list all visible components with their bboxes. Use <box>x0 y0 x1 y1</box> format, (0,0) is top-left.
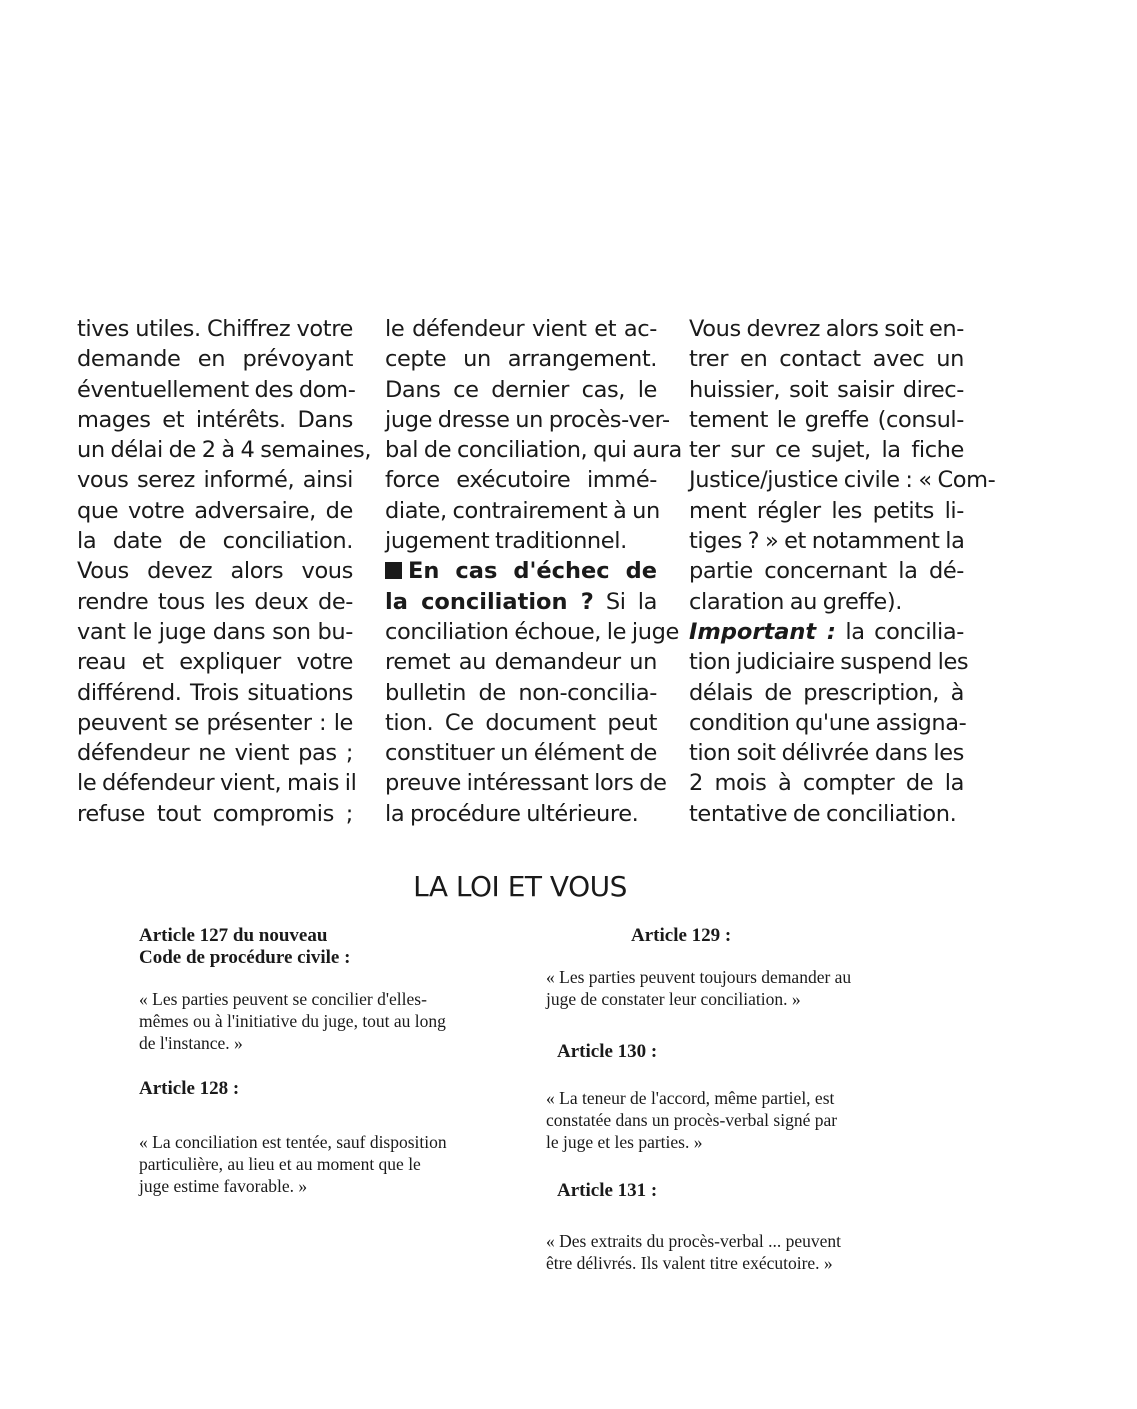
text-line: vous serez informé, ainsi <box>77 467 353 494</box>
article-131-heading <box>557 1180 657 1202</box>
text-line: le défendeur vient et ac- <box>385 316 657 342</box>
article-heading-line: Code de procédure civile : <box>139 947 351 968</box>
text-line: remet au demandeur un <box>385 649 657 676</box>
article-quote-line: le juge et les parties. » <box>546 1132 703 1152</box>
article-quote-line: juge estime favorable. » <box>139 1176 308 1196</box>
text-line: la procédure ultérieure. <box>385 800 639 827</box>
subheading-line <box>385 556 657 586</box>
text-line: conciliation échoue, le juge <box>385 618 679 645</box>
text-line: le défendeur vient, mais il <box>77 770 357 797</box>
text-line: condition qu'une assigna- <box>689 709 967 736</box>
text-run: Si la <box>593 588 658 615</box>
text-line: la date de conciliation. <box>77 528 353 555</box>
text-line: tiges ? » et notamment la <box>689 528 965 555</box>
subheading-text: la conciliation ? <box>385 588 594 615</box>
text-line: tion. Ce document peut <box>385 709 657 736</box>
text-line: jugement traditionnel. <box>385 528 627 555</box>
text-line: trer en contact avec un <box>689 346 964 373</box>
text-line: preuve intéressant lors de <box>385 770 667 797</box>
text-line: tion judiciaire suspend les <box>689 649 969 676</box>
text-line: force exécutoire immé- <box>385 467 657 494</box>
text-line: ter sur ce sujet, la fiche <box>689 437 964 464</box>
section-title: LA LOI ET VOUS <box>413 870 627 903</box>
article-128-heading <box>139 1078 239 1100</box>
text-line: juge dresse un procès-ver- <box>385 406 670 433</box>
article-129-heading <box>631 925 731 947</box>
text-line: ment régler les petits li- <box>689 497 964 524</box>
text-line: claration au greffe). <box>689 588 902 615</box>
article-quote-line: « Des extraits du procès-verbal ... peuvent <box>546 1231 841 1251</box>
article-quote-line: mêmes ou à l'initiative du juge, tout au long <box>139 1011 446 1031</box>
article-131-quote <box>546 1230 841 1274</box>
text-line: tion soit délivrée dans les <box>689 740 964 767</box>
text-line: délais de prescription, à <box>689 679 964 706</box>
subheading-line <box>385 587 657 617</box>
text-line: mages et intérêts. Dans <box>77 406 353 433</box>
article-130-quote <box>546 1087 837 1153</box>
article-quote-line: « Les parties peuvent se concilier d'elles- <box>139 989 427 1009</box>
text-line: reau et expliquer votre <box>77 649 353 676</box>
article-quote-line: « La teneur de l'accord, même partiel, est <box>546 1088 835 1108</box>
text-line: éventuellement des dom- <box>77 376 356 403</box>
text-line: Justice/justice civile : « Com- <box>689 467 996 494</box>
article-heading-line: Article 128 : <box>139 1078 240 1099</box>
article-quote-line: constatée dans un procès-verbal signé par <box>546 1110 838 1130</box>
text-run: la concilia- <box>835 618 964 645</box>
text-line: cepte un arrangement. <box>385 346 657 373</box>
text-line: différend. Trois situations <box>77 679 353 706</box>
text-column-3 <box>689 314 996 829</box>
important-label: Important : <box>689 618 836 645</box>
article-quote-line: être délivrés. Ils valent titre exécutoire. » <box>546 1253 833 1273</box>
article-heading-line: Article 129 : <box>631 925 732 946</box>
article-127-heading <box>139 925 350 969</box>
article-127-quote <box>139 988 446 1054</box>
text-line: demande en prévoyant <box>77 346 353 373</box>
text-line: peuvent se présenter : le <box>77 709 353 736</box>
text-line: tentative de conciliation. <box>689 800 957 827</box>
text-column-2 <box>385 314 682 829</box>
text-line: constituer un élément de <box>385 740 657 767</box>
text-line: huissier, soit saisir direc- <box>689 376 964 403</box>
text-line: Vous devez alors vous <box>77 558 353 585</box>
text-line: Dans ce dernier cas, le <box>385 376 657 403</box>
article-quote-line: particulière, au lieu et au moment que le <box>139 1154 421 1174</box>
text-line: que votre adversaire, de <box>77 497 353 524</box>
article-quote-line: « La conciliation est tentée, sauf disposition <box>139 1132 447 1152</box>
article-129-quote <box>546 966 851 1010</box>
text-line: partie concernant la dé- <box>689 558 964 585</box>
article-quote-line: « Les parties peuvent toujours demander au <box>546 967 852 987</box>
article-heading-line: Article 131 : <box>557 1180 658 1201</box>
text-line: 2 mois à compter de la <box>689 770 964 797</box>
article-130-heading <box>557 1041 657 1063</box>
text-line: un délai de 2 à 4 semaines, <box>77 437 372 464</box>
text-line: tement le greffe (consul- <box>689 406 964 433</box>
text-line: bal de conciliation, qui aura <box>385 437 682 464</box>
text-line: Vous devrez alors soit en- <box>689 316 965 342</box>
square-bullet-icon <box>385 562 402 579</box>
article-quote-line: de l'instance. » <box>139 1033 243 1053</box>
text-line: refuse tout compromis ; <box>77 800 353 827</box>
text-line: défendeur ne vient pas ; <box>77 740 353 767</box>
text-line: diate, contrairement à un <box>385 497 660 524</box>
text-line: tives utiles. Chiffrez votre <box>77 316 353 342</box>
text-line: vant le juge dans son bu- <box>77 618 353 645</box>
text-line: bulletin de non-concilia- <box>385 679 657 706</box>
text-line: rendre tous les deux de- <box>77 588 353 615</box>
article-128-quote <box>139 1131 447 1197</box>
subheading-text: En cas d'échec de <box>408 558 657 585</box>
text-column-1 <box>77 314 372 829</box>
important-line <box>689 617 964 647</box>
article-quote-line: juge de constater leur conciliation. » <box>546 989 801 1009</box>
article-heading-line: Article 130 : <box>557 1041 658 1062</box>
article-heading-line: Article 127 du nouveau <box>139 925 328 946</box>
